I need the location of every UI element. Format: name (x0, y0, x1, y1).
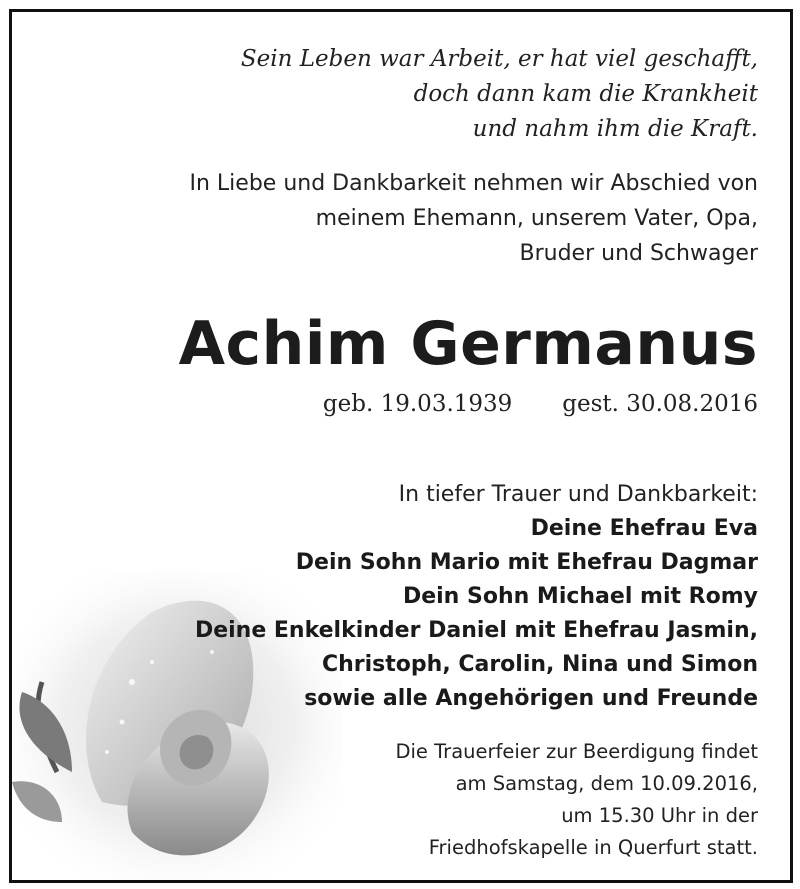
funeral-details (258, 736, 758, 864)
death-date: gest. 30.08.2016 (562, 391, 758, 417)
farewell-intro (58, 166, 758, 271)
obituary-notice (9, 9, 793, 883)
poem-line: Sein Leben war Arbeit, er hat viel geschafft, (240, 46, 758, 72)
life-dates (58, 387, 758, 421)
mourners-heading: In tiefer Trauer und Dankbarkeit: (398, 482, 758, 507)
mourner-line: Christoph, Carolin, Nina und Simon (321, 652, 758, 677)
funeral-line: Friedhofskapelle in Querfurt statt. (428, 836, 758, 859)
intro-line: In Liebe und Dankbarkeit nehmen wir Abschied von (189, 171, 758, 196)
mourners-list (138, 512, 758, 716)
poem-verse (58, 42, 758, 147)
intro-line: meinem Ehemann, unserem Vater, Opa, (315, 206, 758, 231)
birth-date: geb. 19.03.1939 (322, 391, 513, 417)
poem-line: doch dann kam die Krankheit (413, 81, 758, 107)
intro-line: Bruder und Schwager (519, 241, 758, 266)
mourner-line: Dein Sohn Mario mit Ehefrau Dagmar (295, 550, 758, 575)
deceased-name: Achim Germanus (178, 309, 758, 379)
mourner-line: Deine Enkelkinder Daniel mit Ehefrau Jasmin, (194, 618, 758, 643)
mourner-line: Deine Ehefrau Eva (530, 516, 758, 541)
poem-line: und nahm ihm die Kraft. (472, 116, 758, 142)
mourner-line: sowie alle Angehörigen und Freunde (304, 686, 758, 711)
funeral-line: um 15.30 Uhr in der (561, 804, 758, 827)
funeral-line: am Samstag, dem 10.09.2016, (455, 772, 758, 795)
funeral-line: Die Trauerfeier zur Beerdigung findet (395, 740, 758, 763)
mourner-line: Dein Sohn Michael mit Romy (402, 584, 758, 609)
